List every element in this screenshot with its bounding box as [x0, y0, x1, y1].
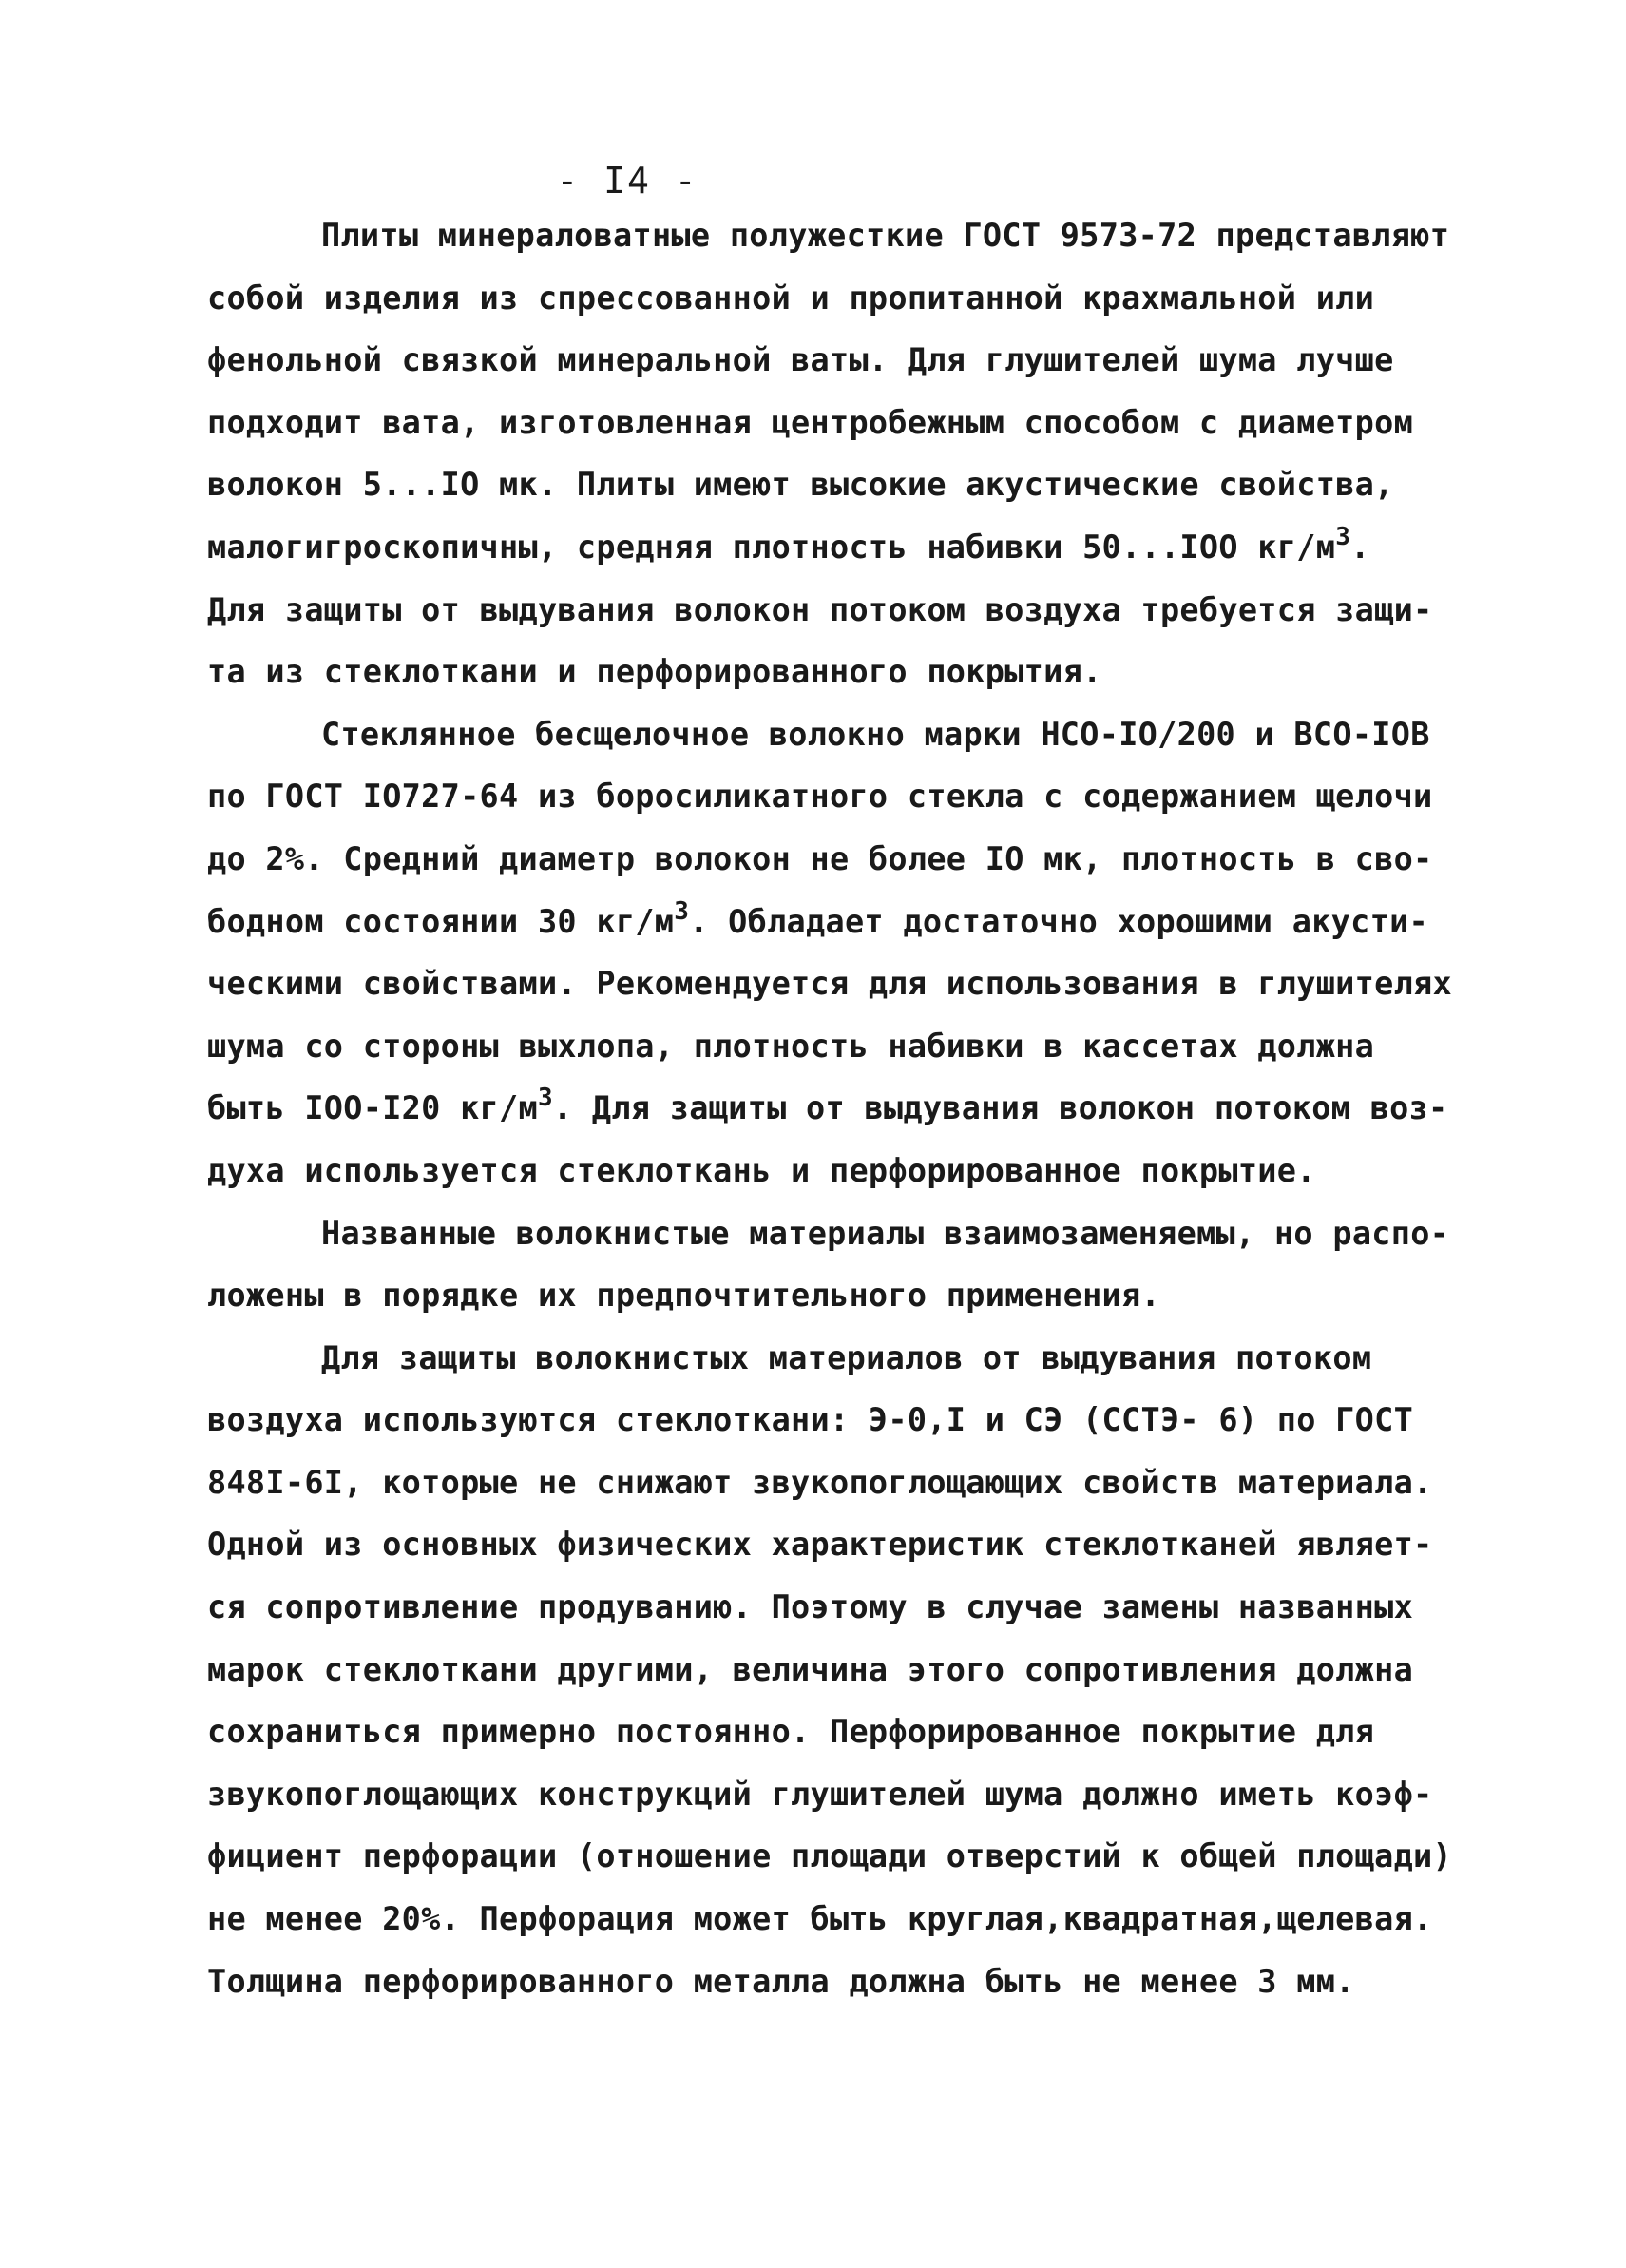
text-line-tail: . Обладает достаточно хорошими акусти-	[689, 902, 1429, 940]
text-line: Стеклянное бесщелочное волокно марки НСО-IO/200 и ВСО-IOВ	[321, 715, 1430, 753]
text-line	[207, 891, 1443, 953]
text-line: подходит вата, изготовленная центробежным способом с диаметром	[207, 403, 1414, 441]
period: .	[1350, 528, 1370, 566]
text-line: Для защиты от выдувания волокон потоком воздуха требуется защи-	[207, 590, 1433, 628]
text-line: марок стеклоткани другими, величина этого сопротивления должна	[207, 1650, 1414, 1688]
superscript-cubic: 3	[1335, 522, 1351, 551]
text-line: Одной из основных физических характеристик стеклотканей являет-	[207, 1526, 1433, 1564]
paragraph-interchangeable	[207, 1202, 1450, 1327]
text-line: 848I-6I, которые не снижают звукопоглощающих свойств материала.	[207, 1463, 1433, 1501]
superscript-cubic: 3	[674, 896, 690, 926]
text-line: волокон 5...IO мк. Плиты имеют высокие акустические свойства,	[207, 466, 1394, 504]
text-line: Названные волокнистые материалы взаимозаменяемы, но распо-	[321, 1214, 1450, 1252]
text-line: Для защиты волокнистых материалов от выдувания потоком	[321, 1338, 1372, 1376]
text-line: Толщина перфорированного металла должна быть не менее 3 мм.	[207, 1962, 1355, 2000]
text-line: воздуха используются стеклоткани: Э-0,I и СЭ (ССТЭ- 6) по ГОСТ	[207, 1401, 1414, 1439]
text-line: духа используется стеклоткань и перфорированное покрытие.	[207, 1151, 1316, 1189]
page-number: - I4 -	[556, 160, 698, 202]
paragraph-glass-fiber	[207, 703, 1452, 1202]
text-line: та из стеклоткани и перфорированного покрытия.	[207, 653, 1102, 691]
text-line: шума со стороны выхлопа, плотность набивки в кассетах должна	[207, 1027, 1375, 1065]
text-line: не менее 20%. Перфорация может быть круглая,квадратная,щелевая.	[207, 1900, 1433, 1938]
text-line: по ГОСТ IO727-64 из боросиликатного стекла с содержанием щелочи	[207, 778, 1433, 816]
text-line: фенольной связкой минеральной ваты. Для глушителей шума лучше	[207, 341, 1394, 379]
text-line-content: быть IOO-I20 кг/м	[207, 1089, 538, 1127]
text-line-tail: . Для защиты от выдувания волокон потоком воз-	[552, 1089, 1448, 1127]
text-line: сохраниться примерно постоянно. Перфорированное покрытие для	[207, 1713, 1375, 1751]
text-line: ческими свойствами. Рекомендуется для использования в глушителях	[207, 965, 1452, 1003]
text-line: ложены в порядке их предпочтительного применения.	[207, 1277, 1160, 1315]
text-line: звукопоглощающих конструкций глушителей шума должно иметь коэф-	[207, 1775, 1433, 1813]
paragraph-fiberglass-protection	[207, 1327, 1452, 2013]
text-line-content: бодном состоянии 30 кг/м	[207, 902, 675, 940]
superscript-cubic: 3	[537, 1084, 553, 1113]
text-line	[207, 516, 1443, 579]
text-line: ся сопротивление продуванию. Поэтому в случае замены названных	[207, 1588, 1414, 1626]
text-line	[207, 1077, 1448, 1140]
paragraph-mineral-wool	[207, 204, 1450, 703]
text-line-content: малогигроскопичны, средняя плотность набивки 50...IOO кг/м	[207, 528, 1336, 566]
text-line: Плиты минераловатные полужесткие ГОСТ 9573-72 представляют	[321, 217, 1450, 254]
document-body	[207, 204, 1452, 2012]
text-line: собой изделия из спрессованной и пропитанной крахмальной или	[207, 279, 1375, 317]
text-line: до 2%. Средний диаметр волокон не более IO мк, плотность в сво-	[207, 839, 1433, 877]
text-line: фициент перфорации (отношение площади отверстий к общей площади)	[207, 1837, 1452, 1875]
